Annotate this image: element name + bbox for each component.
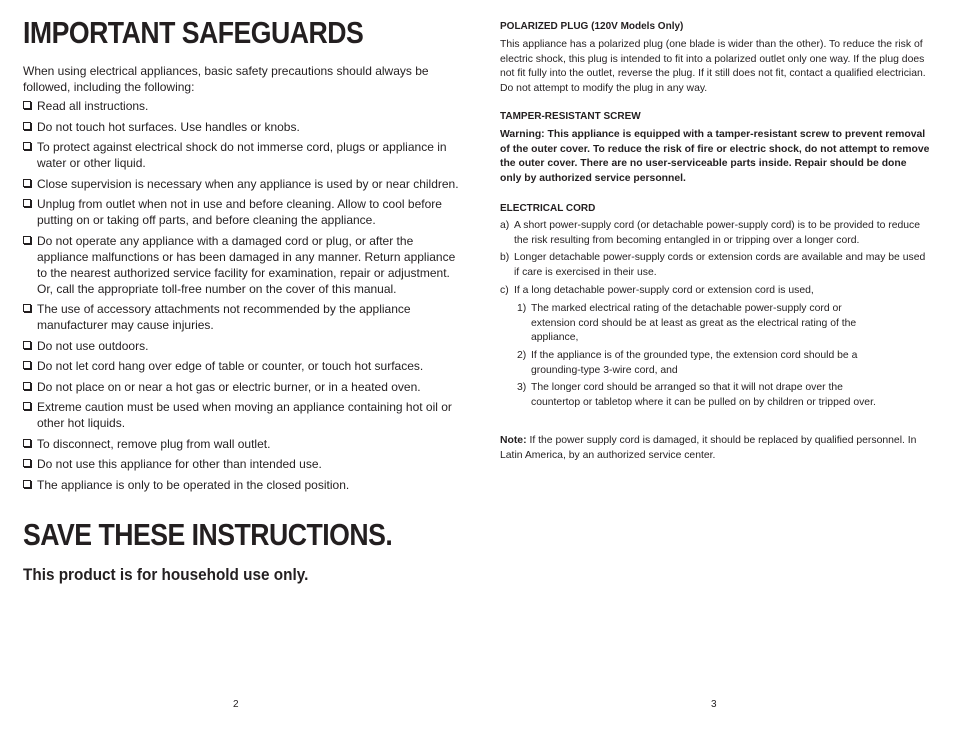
cord-subitem-marker: 1) (517, 303, 527, 314)
tamper-screw-heading: TAMPER-RESISTANT SCREW (500, 111, 641, 122)
safeguard-item (23, 338, 459, 354)
cord-subitem (517, 381, 877, 410)
cord-subitem-text: If the appliance is of the grounded type, the extension cord should be a grounding-type 3-wire cord, and (531, 350, 858, 376)
household-use-note: This product is for household use only. (23, 565, 309, 584)
safeguard-item-text: Do not let cord hang over edge of table or counter, or touch hot surfaces. (37, 359, 424, 373)
polarized-plug-text: This appliance has a polarized plug (one blade is wider than the other). To reduce the risk of electric shock, this plug is intended to fit into a polarized outlet only one way. If the plug does not fit fully into the outlet, reverse the plug. If it still does not fit, contact a qualified electrician. Do not attempt to modify the plug in any way. (500, 39, 926, 94)
checkbox-square-icon (23, 179, 31, 187)
safeguard-item (23, 358, 459, 374)
checkbox-square-icon (23, 402, 31, 410)
cord-item-marker: c) (500, 285, 509, 296)
safeguard-item-text: Do not place on or near a hot gas or electric burner, or in a heated oven. (37, 379, 421, 394)
safeguard-item-text: Extreme caution must be used when moving an appliance containing hot oil or other hot liquids. (37, 400, 452, 430)
safeguard-item-text: Do not operate any appliance with a damaged cord or plug, or after the appliance malfunctions or has been damaged in any manner. Return appliance to the nearest authorized service facility for examination, repair or adjustment. Or, call the appropriate toll-free number on the cover of this manual. (37, 233, 456, 296)
safeguard-item (23, 196, 459, 228)
cord-subitem (517, 349, 877, 378)
safeguard-item (23, 301, 459, 333)
safeguard-item (23, 139, 459, 171)
cord-subitem-marker: 3) (517, 382, 527, 393)
safeguard-item-text: Do not use this appliance for other than intended use. (37, 457, 322, 471)
safeguard-item-text: Unplug from outlet when not in use and before cleaning. Allow to cool before putting on or taking off parts, and before cleaning the appliance. (37, 197, 442, 227)
cord-item-marker: a) (500, 220, 510, 231)
safeguard-item (23, 233, 459, 297)
cord-item (500, 219, 930, 248)
checkbox-square-icon (23, 459, 31, 467)
checkbox-square-icon (23, 142, 31, 150)
safeguard-item-text: To disconnect, remove plug from wall outlet. (37, 436, 271, 451)
safeguard-item-text: Close supervision is necessary when any appliance is used by or near children. (37, 176, 459, 191)
note-label: Note: (500, 435, 527, 446)
safeguard-item-text: The use of accessory attachments not recommended by the appliance manufacturer may cause injuries. (37, 302, 411, 332)
checkbox-square-icon (23, 304, 31, 312)
page-number-right: 3 (711, 699, 717, 710)
save-instructions-title: SAVE THESE INSTRUCTIONS. (23, 517, 393, 552)
cord-item-text: A short power-supply cord (or detachable power-supply cord) is to be provided to reduce the risk resulting from becoming entangled in or tripping over a longer cord. (514, 220, 921, 246)
cord-subitem (517, 302, 877, 346)
cord-note (500, 434, 930, 463)
checkbox-square-icon (23, 199, 31, 207)
checkbox-square-icon (23, 122, 31, 130)
cord-item-marker: b) (500, 252, 510, 263)
page-number-left: 2 (233, 699, 239, 710)
checkbox-square-icon (23, 101, 31, 109)
cord-item-text: Longer detachable power-supply cords or extension cords are available and may be used if care is exercised in their use. (514, 252, 926, 278)
safeguard-item (23, 379, 459, 395)
tamper-screw-text: Warning: This appliance is equipped with a tamper-resistant screw to prevent removal of the outer cover. To reduce the risk of fire or electric shock, do not attempt to remove the outer cover. There are no user-serviceable parts inside. Repair should be done only by authorized service personnel. (500, 129, 930, 184)
safeguard-item-text: The appliance is only to be operated in the closed position. (37, 477, 350, 492)
safeguards-list (23, 98, 459, 497)
checkbox-square-icon (23, 361, 31, 369)
polarized-plug-heading: POLARIZED PLUG (120V Models Only) (500, 21, 684, 32)
safeguard-item-text: To protect against electrical shock do not immerse cord, plugs or appliance in water or other liquid. (37, 140, 447, 170)
safeguard-item (23, 98, 459, 114)
cord-subitem-marker: 2) (517, 350, 527, 361)
cord-subitem-text: The marked electrical rating of the detachable power-supply cord or extension cord should be at least as great as the electrical rating of the appliance, (531, 303, 857, 344)
checkbox-square-icon (23, 439, 31, 447)
safeguard-item-text: Do not touch hot surfaces. Use handles or knobs. (37, 119, 300, 134)
cord-item (500, 251, 930, 280)
safeguard-item (23, 119, 459, 135)
checkbox-square-icon (23, 236, 31, 244)
page-title: IMPORTANT SAFEGUARDS (23, 15, 364, 50)
safeguard-item (23, 477, 459, 493)
checkbox-square-icon (23, 480, 31, 488)
safeguard-item-text: Read all instructions. (37, 99, 149, 113)
checkbox-square-icon (23, 382, 31, 390)
safeguard-item-text: Do not use outdoors. (37, 338, 149, 353)
safeguard-item (23, 456, 459, 472)
cord-item-text: If a long detachable power-supply cord or extension cord is used, (514, 285, 814, 296)
safeguard-item (23, 176, 459, 192)
safeguard-item (23, 399, 459, 431)
safeguard-item (23, 436, 459, 452)
intro-text: When using electrical appliances, basic safety precautions should always be followed, including the following: (23, 64, 429, 94)
cord-item (500, 284, 930, 299)
electrical-cord-heading: ELECTRICAL CORD (500, 203, 596, 214)
note-text: If the power supply cord is damaged, it should be replaced by qualified personnel. In Latin America, by an authorized service center. (500, 435, 917, 461)
checkbox-square-icon (23, 341, 31, 349)
cord-subitem-text: The longer cord should be arranged so that it will not drape over the countertop or tabletop where it can be pulled on by children or tripped over. (531, 382, 876, 408)
